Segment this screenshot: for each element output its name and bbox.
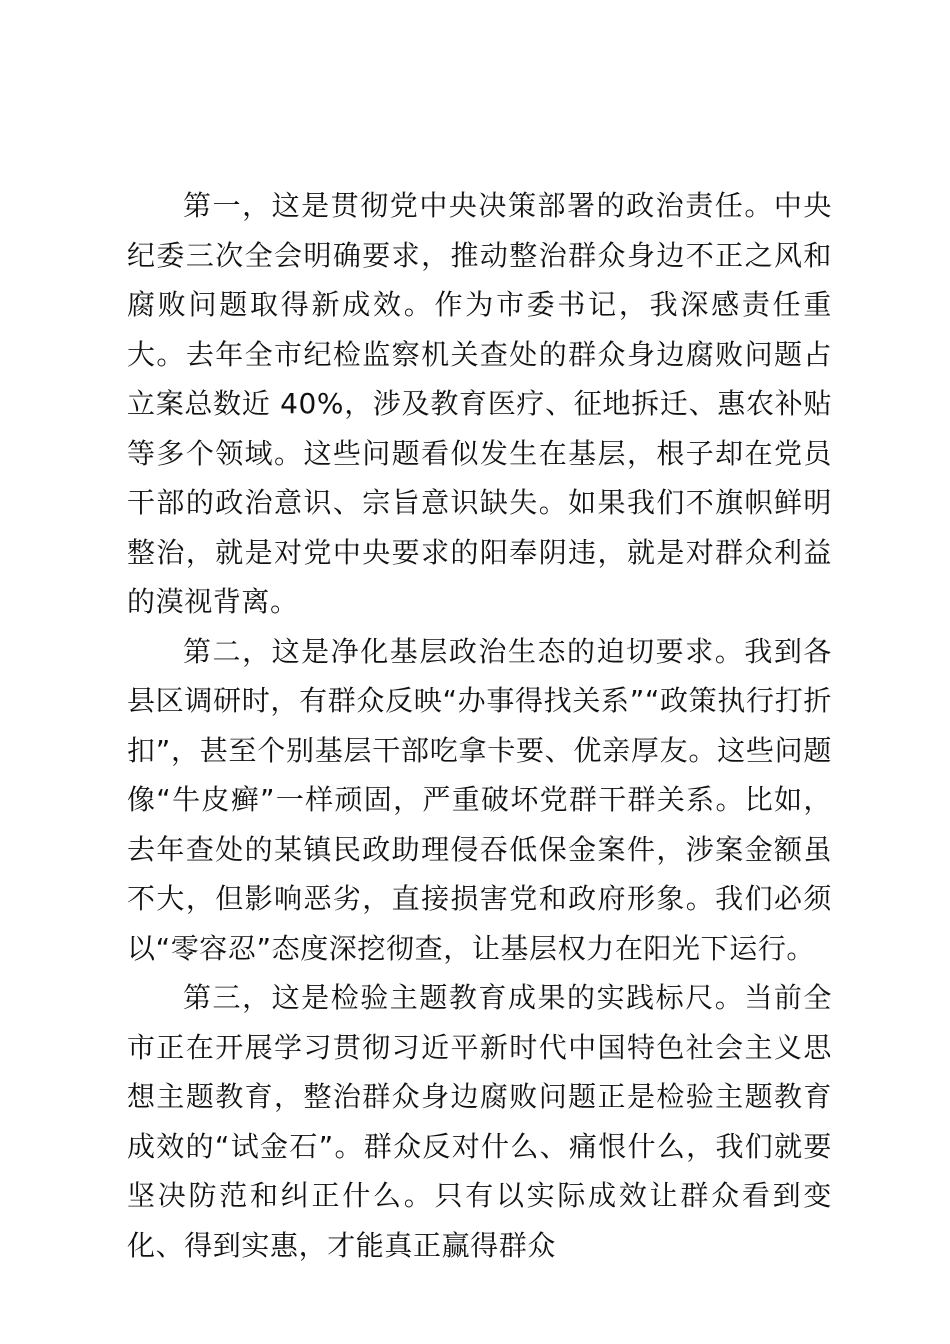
- document-body: [127, 181, 832, 1270]
- paragraph-third: 第三，这是检验主题教育成果的实践标尺。当前全市正在开展学习贯彻习近平新时代中国特色社会主义思想主题教育，整治群众身边腐败问题正是检验主题教育成效的“试金石”。群众反对什么、痛恨什么，我们就要坚决防范和纠正什么。只有以实际成效让群众看到变化、得到实惠，才能真正赢得群众: [127, 981, 832, 1262]
- paragraph-second: 第二，这是净化基层政治生态的迫切要求。我到各县区调研时，有群众反映“办事得找关系”“政策执行打折扣”，甚至个别基层干部吃拿卡要、优亲厚友。这些问题像“牛皮癣”一样顽固，严重破坏党群干群关系。比如，去年查处的某镇民政助理侵吞低保金案件，涉案金额虽不大，但影响恶劣，直接损害党和政府形象。我们必须以“零容忍”态度深挖彻查，让基层权力在阳光下运行。: [127, 634, 832, 965]
- paragraph-first: 第一，这是贯彻党中央决策部署的政治责任。中央纪委三次全会明确要求，推动整治群众身边不正之风和腐败问题取得新成效。作为市委书记，我深感责任重大。去年全市纪检监察机关查处的群众身边腐败问题占立案总数近 40%，涉及教育医疗、征地拆迁、惠农补贴等多个领域。这些问题看似发生在基层，根子却在党员干部的政治意识、宗旨意识缺失。如果我们不旗帜鲜明整治，就是对党中央要求的阳奉阴违，就是对群众利益的漠视背离。: [127, 189, 832, 618]
